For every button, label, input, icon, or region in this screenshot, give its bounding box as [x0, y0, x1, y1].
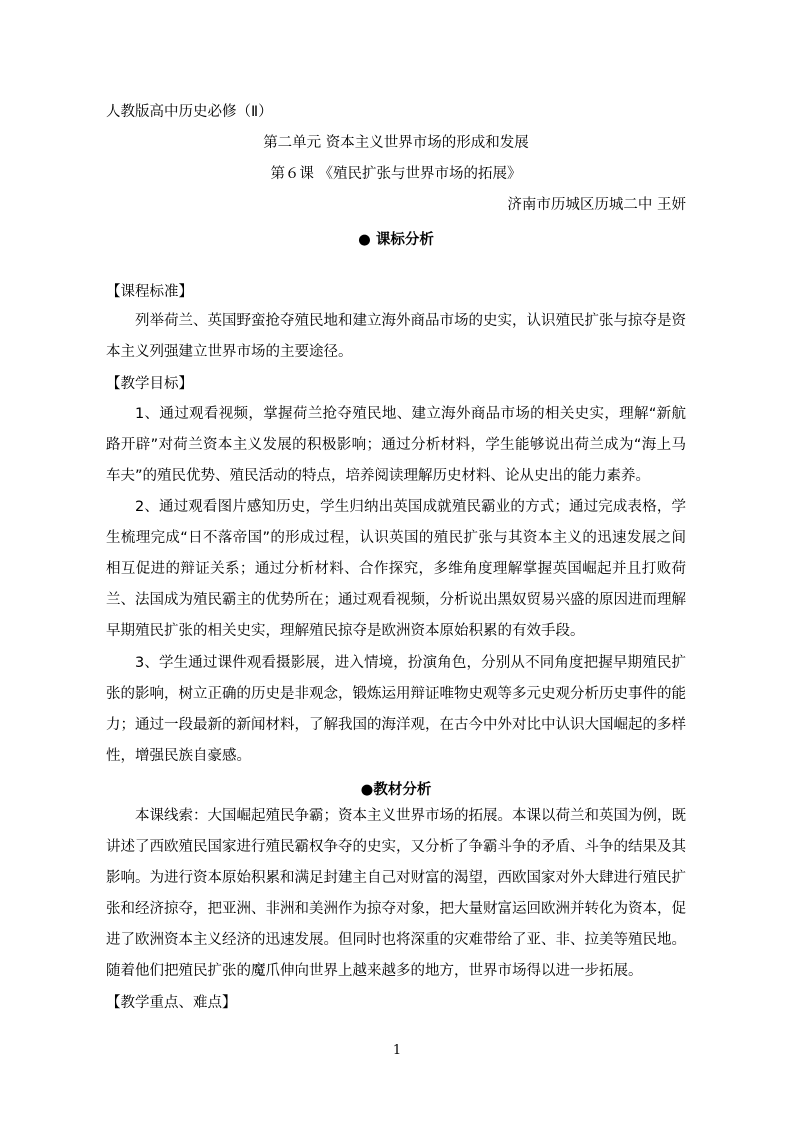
goal-item-3: 3、学生通过课件观看摄影展，进入情境，扮演角色，分别从不同角度把握早期殖民扩张的影响，树立正确的历史是非观念，锻炼运用辩证唯物史观等多元史观分析历史事件的能力；通过一段最新的新闻材料，了解我国的海洋观，在古今中外对比中认识大国崛起的多样性，增强民族自豪感。: [106, 655, 686, 764]
goal-item-1: 1、通过观看视频，掌握荷兰抢夺殖民地、建立海外商品市场的相关史实，理解“新航路开辟”对荷兰资本主义发展的积极影响；通过分析材料，学生能够说出荷兰成为“海上马车夫”的殖民优势、殖民活动的特点，培养阅读理解历史材料、论从史出的能力素养。: [106, 406, 686, 484]
section-heading-textbook: ●教材分析: [360, 782, 432, 798]
page-number: 1: [392, 1043, 402, 1058]
goals-label: 【教学目标】: [106, 376, 193, 392]
author-line: 济南市历城区历城二中 王妍: [507, 197, 686, 213]
standard-text: 列举荷兰、英国野蛮抢夺殖民地和建立海外商品市场的史实，认识殖民扩张与掠夺是资本主义列强建立世界市场的主要途径。: [106, 313, 686, 360]
goal-item-2: 2、通过观看图片感知历史，学生归纳出英国成就殖民霸业的方式；通过完成表格，学生梳理完成“日不落帝国”的形成过程，认识英国的殖民扩张与其资本主义的迅速发展之间相互促进的辩证关系；通过分析材料、合作探究，多维角度理解掌握英国崛起并且打败荷兰、法国成为殖民霸主的优势所在；通过观看视频，分析说出黑奴贸易兴盛的原因进而理解早期殖民扩张的相关史实，理解殖民掠夺是欧洲资本原始积累的有效手段。: [106, 499, 686, 639]
lesson-title: 第６课 《殖民扩张与世界市场的拓展》: [270, 166, 522, 182]
section-heading-standards: ● 课标分析: [358, 232, 434, 248]
textbook-analysis-text: 本课线索：大国崛起殖民争霸；资本主义世界市场的拓展。本课以荷兰和英国为例，既讲述了西欧殖民国家进行殖民霸权争夺的史实，又分析了争霸斗争的矛盾、斗争的结果及其影响。为进行资本原始积累和满足封建主自己对财富的渴望，西欧国家对外大肆进行殖民扩张和经济掠夺，把亚洲、非洲和美洲作为掠夺对象，把大量财富运回欧洲并转化为资本，促进了欧洲资本主义经济的迅速发展。但同时也将深重的灾难带给了亚、非、拉美等殖民地。随着他们把殖民扩张的魔爪伸向世界上越来越多的地方，世界市场得以进一步拓展。: [106, 808, 686, 979]
standard-label: 【课程标准】: [106, 284, 193, 300]
unit-title: 第二单元 资本主义世界市场的形成和发展: [263, 135, 529, 151]
keypoints-label: 【教学重点、难点】: [106, 995, 237, 1011]
textbook-title: 人教版高中历史必修（Ⅱ）: [106, 104, 273, 120]
